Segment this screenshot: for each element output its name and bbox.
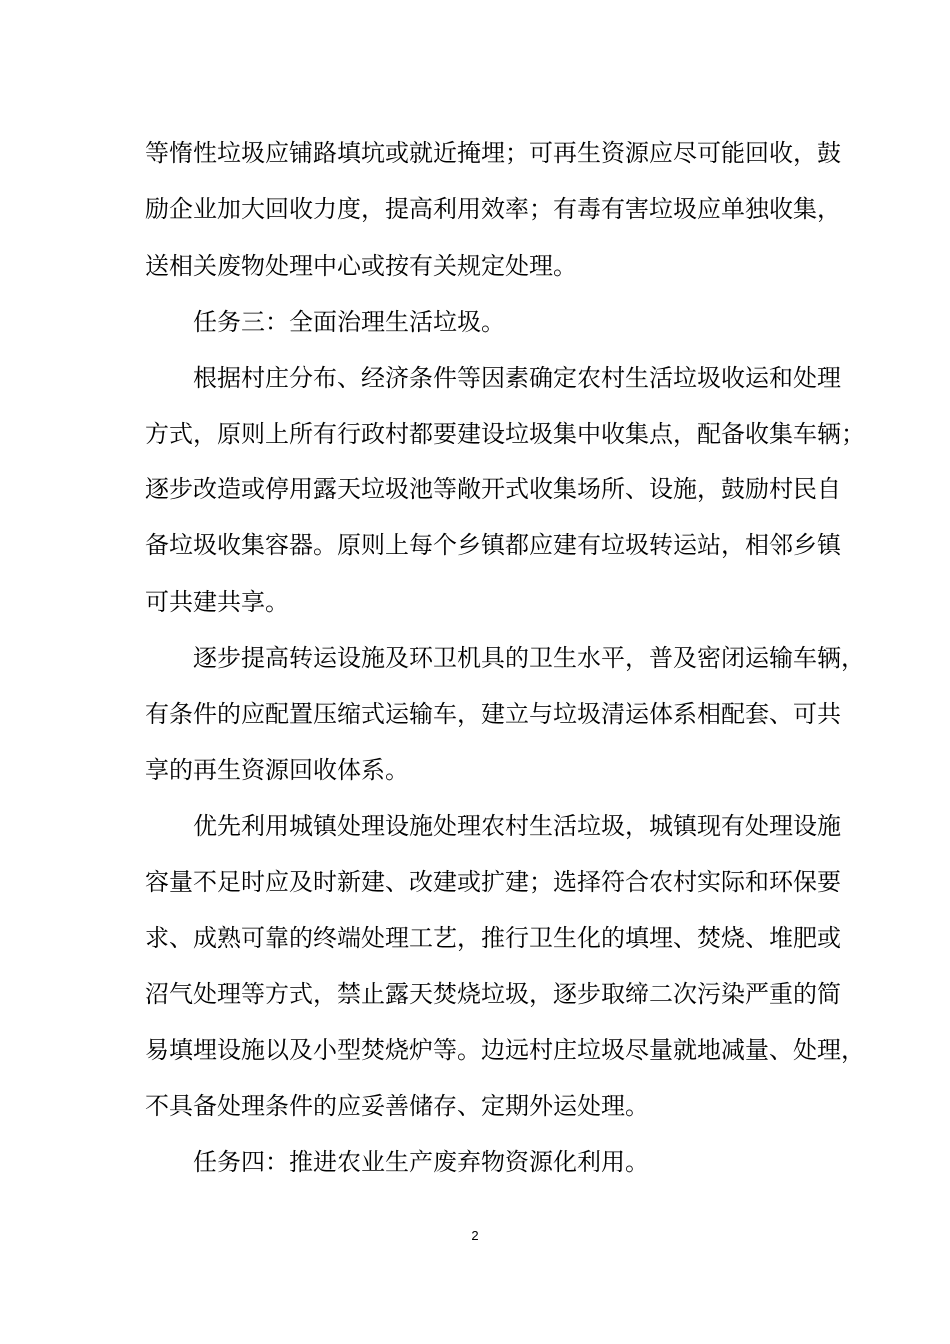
paragraph-1-line-2: 励企业加大回收力度，提高利用效率；有毒有害垃圾应单独收集，	[145, 195, 841, 223]
paragraph-5-line-4: 沼气处理等方式，禁止露天焚烧垃圾，逐步取缔二次污染严重的简	[145, 980, 841, 1008]
paragraph-5-line-1: 优先利用城镇处理设施处理农村生活垃圾，城镇现有处理设施	[193, 812, 841, 840]
paragraph-3-line-5: 可共建共享。	[145, 588, 289, 616]
task-three-heading: 任务三：全面治理生活垃圾。	[193, 308, 505, 336]
paragraph-4-line-3: 享的再生资源回收体系。	[145, 756, 409, 784]
paragraph-5-line-2: 容量不足时应及时新建、改建或扩建；选择符合农村实际和环保要	[145, 868, 841, 896]
page-number: 2	[471, 1228, 479, 1243]
paragraph-5-line-5: 易填埋设施以及小型焚烧炉等。边远村庄垃圾尽量就地减量、处理，	[145, 1036, 865, 1064]
paragraph-3-line-4: 备垃圾收集容器。原则上每个乡镇都应建有垃圾转运站，相邻乡镇	[145, 531, 841, 559]
paragraph-1-line-3: 送相关废物处理中心或按有关规定处理。	[145, 252, 577, 280]
paragraph-1-line-1: 等惰性垃圾应铺路填坑或就近掩埋；可再生资源应尽可能回收，鼓	[145, 139, 841, 167]
paragraph-5-line-3: 求、成熟可靠的终端处理工艺，推行卫生化的填埋、焚烧、堆肥或	[145, 924, 841, 952]
paragraph-3-line-1: 根据村庄分布、经济条件等因素确定农村生活垃圾收运和处理	[193, 364, 841, 392]
paragraph-3-line-2: 方式，原则上所有行政村都要建设垃圾集中收集点，配备收集车辆；	[145, 420, 865, 448]
task-four-heading: 任务四：推进农业生产废弃物资源化利用。	[193, 1148, 649, 1176]
paragraph-5-line-6: 不具备处理条件的应妥善储存、定期外运处理。	[145, 1092, 649, 1120]
paragraph-3-line-3: 逐步改造或停用露天垃圾池等敞开式收集场所、设施，鼓励村民自	[145, 475, 841, 503]
paragraph-4-line-1: 逐步提高转运设施及环卫机具的卫生水平，普及密闭运输车辆，	[193, 644, 865, 672]
paragraph-4-line-2: 有条件的应配置压缩式运输车，建立与垃圾清运体系相配套、可共	[145, 700, 841, 728]
